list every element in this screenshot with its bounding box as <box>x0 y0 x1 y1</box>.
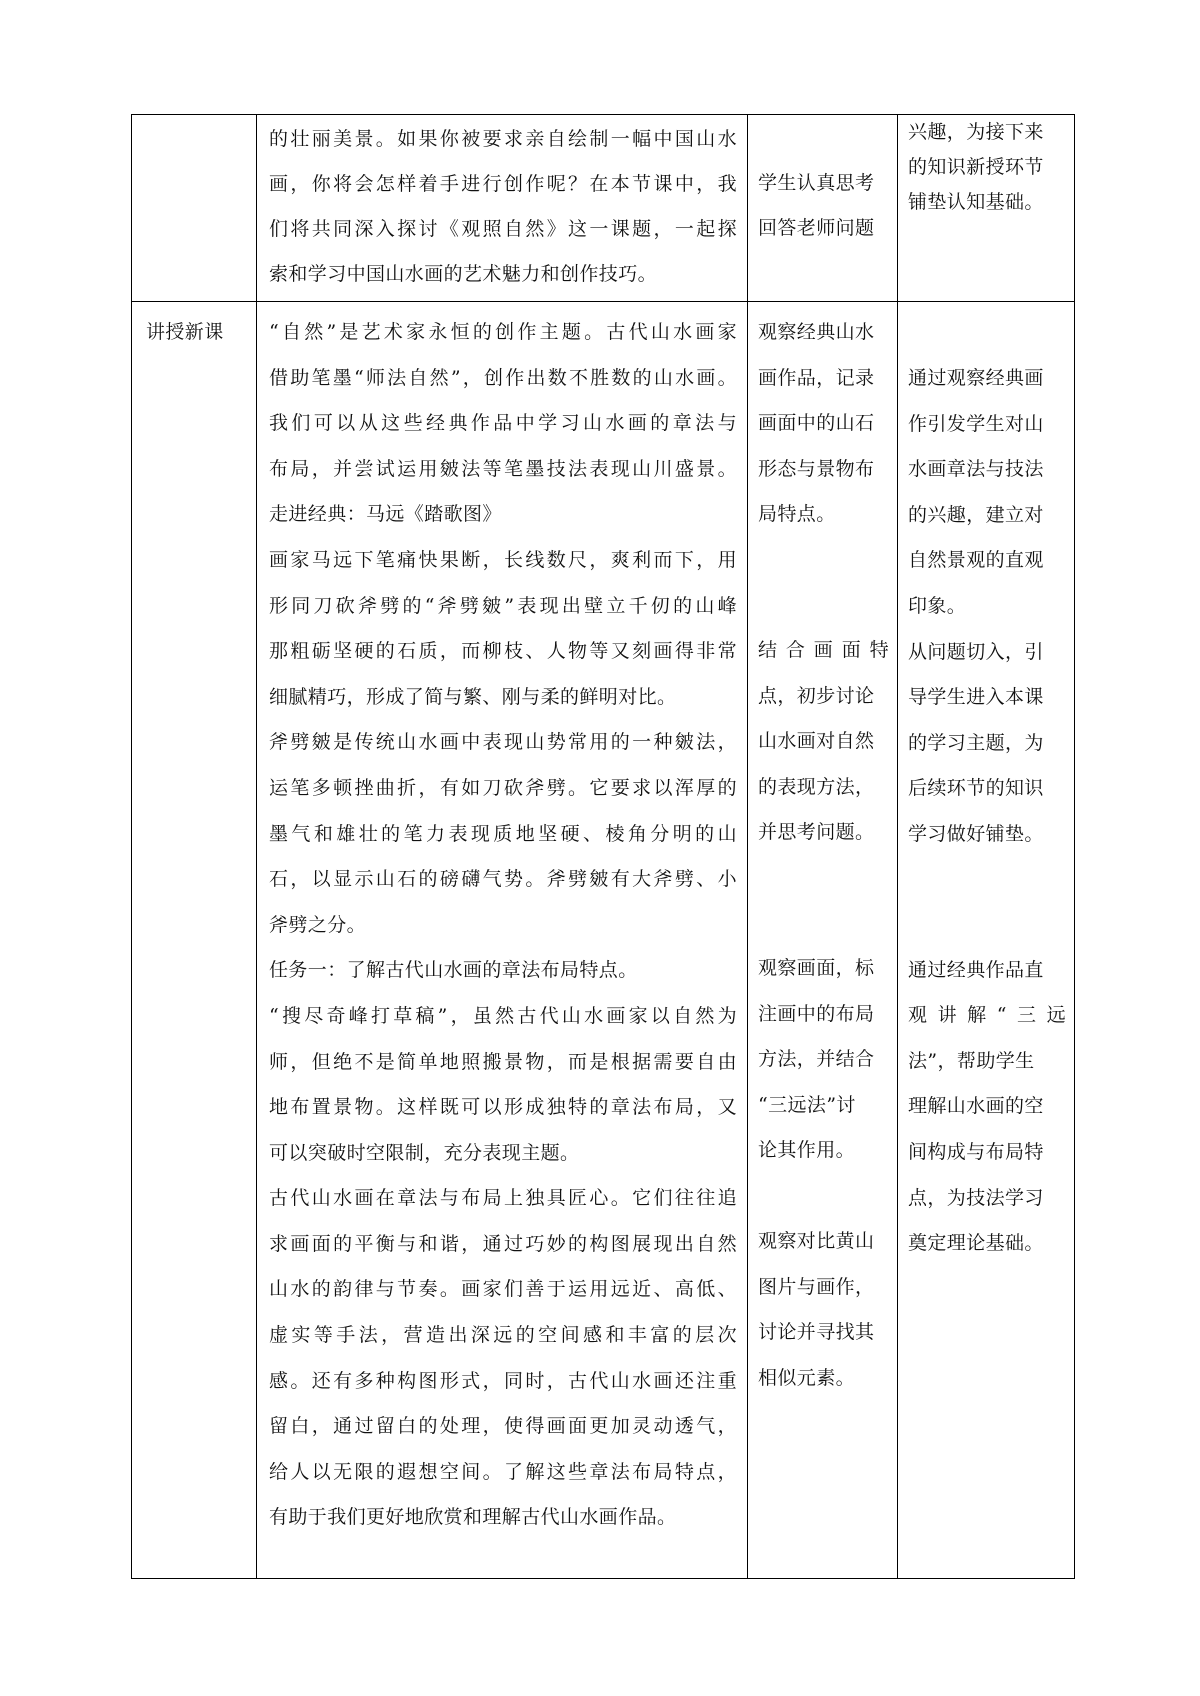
stage-cell <box>132 302 257 1579</box>
content-line: “搜尽奇峰打草稿”，虽然古代山水画家以自然为 <box>269 1004 737 1027</box>
student-line: 山水画对自然 <box>758 730 875 753</box>
content-line: 细腻精巧，形成了简与繁、刚与柔的鲜明对比。 <box>269 685 677 708</box>
intent-line: 的知识新授环节 <box>908 156 1044 178</box>
content-line: 虚实等手法，营造出深远的空间感和丰富的层次 <box>269 1324 737 1347</box>
student-line: 画作品，记录 <box>758 366 875 389</box>
student-line: 点，初步讨论 <box>758 684 875 707</box>
spacer <box>758 901 889 946</box>
student-line: 论其作用。 <box>758 1139 856 1162</box>
intent-line: 理解山水画的空 <box>908 1095 1044 1118</box>
intent-line: 法”，帮助学生 <box>908 1049 1035 1072</box>
content-line: 那粗砺坚硬的石质，而柳枝、人物等又刻画得非常 <box>269 640 737 663</box>
intent-line: 导学生进入本课 <box>908 686 1044 709</box>
intent-line: 自然景观的直观 <box>908 549 1044 572</box>
content-line: 求画面的平衡与和谐，通过巧妙的构图展现出自然 <box>269 1232 737 1255</box>
student-line: 学生认真思考 <box>758 172 875 194</box>
intent-line: 点，为技法学习 <box>908 1186 1044 1209</box>
student-line: 结合画面特 <box>758 638 889 661</box>
student-line: 局特点。 <box>758 503 836 526</box>
content-line: 画，你将会怎样着手进行创作呢？在本节课中，我 <box>269 173 737 195</box>
table-row <box>132 302 1075 1579</box>
stage-cell <box>132 115 257 302</box>
student-line: 画面中的山石 <box>758 412 875 435</box>
student-line: 观察对比黄山 <box>758 1229 875 1252</box>
student-line: 图片与画作， <box>758 1275 875 1298</box>
intent-line: 观讲解“三远 <box>908 1004 1066 1027</box>
content-line: 古代山水画在章法与布局上独具匠心。它们往往追 <box>269 1187 737 1210</box>
student-line: 观察画面，标 <box>758 956 875 979</box>
table-row <box>132 115 1075 302</box>
intent-line: 铺垫认知基础。 <box>908 191 1044 213</box>
spacer <box>908 903 1066 948</box>
content-line: 索和学习中国山水画的艺术魅力和创作技巧。 <box>269 263 658 285</box>
intent-line: 的兴趣，建立对 <box>908 503 1044 526</box>
content-line: 感。还有多种构图形式，同时，古代山水画还注重 <box>269 1369 737 1392</box>
intent-line: 学习做好铺垫。 <box>908 822 1044 845</box>
student-line: 注画中的布局 <box>758 1002 875 1025</box>
content-line: 石，以显示山石的磅礴气势。斧劈皴有大斧劈、小 <box>269 868 737 891</box>
content-line: 形同刀砍斧劈的“斧劈皴”表现出壁立千仞的山峰 <box>269 594 737 617</box>
spacer <box>758 856 889 901</box>
intent-line: 作引发学生对山 <box>908 412 1044 435</box>
content-line: 运笔多顿挫曲折，有如刀砍斧劈。它要求以浑厚的 <box>269 776 737 799</box>
content-line: 师，但绝不是简单地照搬景物，而是根据需要自由 <box>269 1050 737 1073</box>
content-line: 布局，并尝试运用皴法等笔墨技法表现山川盛景。 <box>269 457 737 480</box>
stage-label: 讲授新课 <box>146 321 224 343</box>
student-line: 形态与景物布 <box>758 457 875 480</box>
intent-line: 兴趣，为接下来 <box>908 121 1044 143</box>
student-line: 观察经典山水 <box>758 321 875 343</box>
content-line: 画家马远下笔痛快果断，长线数尺，爽利而下，用 <box>269 548 737 571</box>
student-line: 讨论并寻找其 <box>758 1321 875 1344</box>
teacher-activity-cell <box>257 302 748 1579</box>
student-line: 并思考问题。 <box>758 821 875 844</box>
content-line: 斧劈之分。 <box>269 913 367 936</box>
content-line: 墨气和雄壮的笔力表现质地坚硬、棱角分明的山 <box>269 822 737 845</box>
intent-line: 印象。 <box>908 594 967 617</box>
intent-line: 后续环节的知识 <box>908 777 1044 800</box>
student-line: 方法，并结合 <box>758 1048 875 1071</box>
content-line: 斧劈皴是传统山水画中表现山势常用的一种皴法， <box>269 731 737 754</box>
intent-line: 从问题切入，引 <box>908 640 1044 663</box>
intent-line: 通过观察经典画 <box>908 367 1044 389</box>
content-line: 借助笔墨“师法自然”，创作出数不胜数的山水画。 <box>269 366 737 389</box>
student-line: 相似元素。 <box>758 1366 856 1389</box>
spacer <box>758 538 889 583</box>
content-line: 地布置景物。这样既可以形成独特的章法布局，又 <box>269 1096 737 1119</box>
content-line: 走进经典：马远《踏歌图》 <box>269 503 502 526</box>
spacer <box>758 1174 889 1219</box>
intent-line: 的学习主题，为 <box>908 731 1044 754</box>
content-line: 们将共同深入探讨《观照自然》这一课题，一起探 <box>269 218 737 240</box>
teacher-activity-cell <box>257 115 748 302</box>
content-line: 留白，通过留白的处理，使得画面更加灵动透气， <box>269 1415 737 1438</box>
student-line: “三远法”讨 <box>758 1093 856 1116</box>
spacer <box>758 583 889 628</box>
content-line: 有助于我们更好地欣赏和理解古代山水画作品。 <box>269 1506 677 1529</box>
intent-line: 水画章法与技法 <box>908 458 1044 481</box>
student-activity-cell <box>748 302 898 1579</box>
content-line: 任务一：了解古代山水画的章法布局特点。 <box>269 959 638 982</box>
student-activity-cell <box>748 115 898 302</box>
content-line: 可以突破时空限制，充分表现主题。 <box>269 1141 580 1164</box>
student-line: 的表现方法， <box>758 775 875 798</box>
student-line: 回答老师问题 <box>758 217 875 239</box>
content-line: 的壮丽美景。如果你被要求亲自绘制一幅中国山水 <box>269 128 737 150</box>
content-line: 我们可以从这些经典作品中学习山水画的章法与 <box>269 412 737 435</box>
design-intent-cell <box>898 115 1075 302</box>
intent-line: 奠定理论基础。 <box>908 1232 1044 1255</box>
content-line: 给人以无限的遐想空间。了解这些章法布局特点， <box>269 1460 737 1483</box>
content-line: “自然”是艺术家永恒的创作主题。古代山水画家 <box>269 321 737 343</box>
lesson-plan-table <box>131 114 1075 1579</box>
intent-line: 间构成与布局特 <box>908 1140 1044 1163</box>
content-line: 山水的韵律与节奏。画家们善于运用远近、高低、 <box>269 1278 737 1301</box>
spacer <box>908 858 1066 903</box>
intent-line: 通过经典作品直 <box>908 958 1044 981</box>
design-intent-cell <box>898 302 1075 1579</box>
